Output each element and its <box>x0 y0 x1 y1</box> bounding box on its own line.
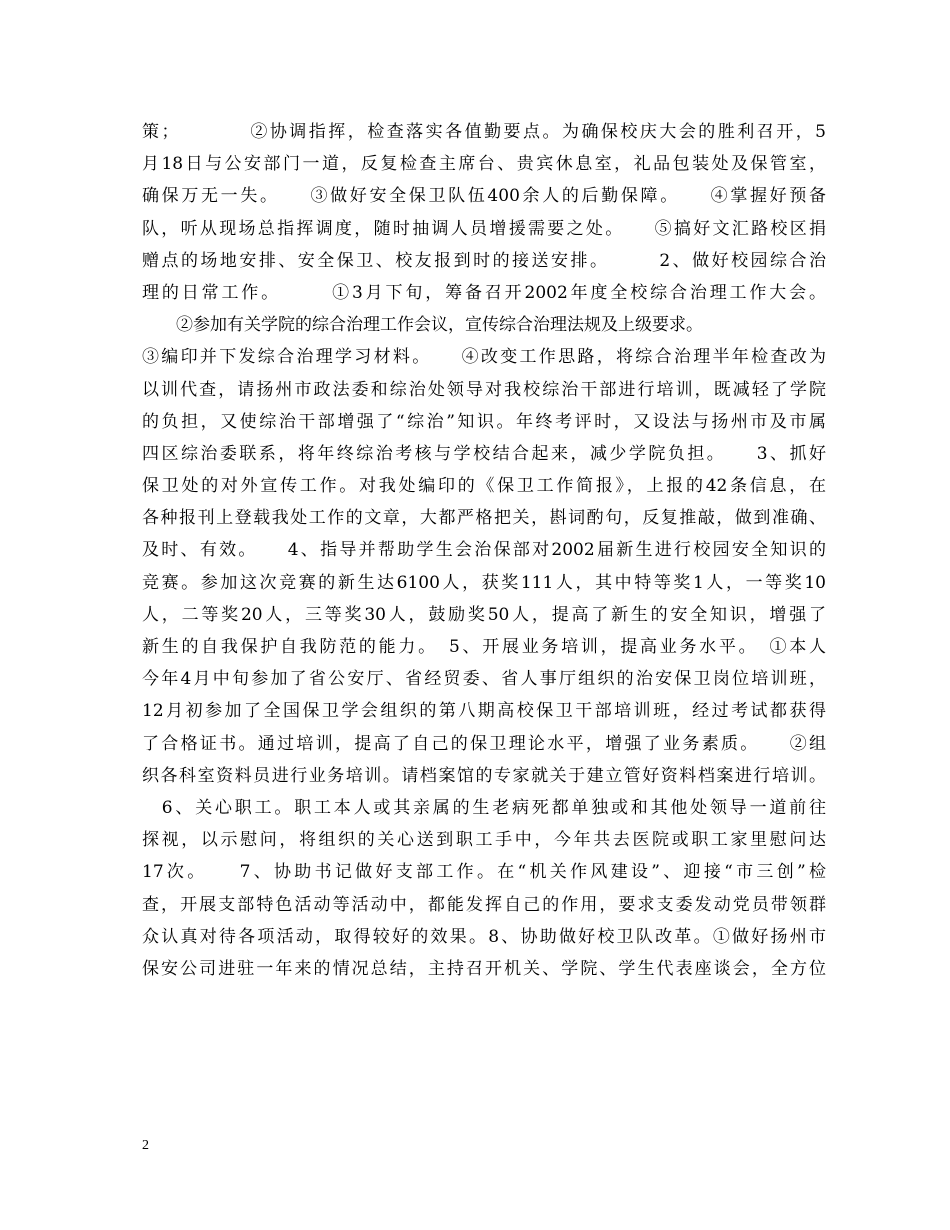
text-line: 策； ②协调指挥，检查落实各值勤要点。为确保校庆大会的胜利召开，5 <box>142 122 826 142</box>
text-line: 了合格证书。通过培训，提高了自己的保卫理论水平，增强了业务素质。 ②组 <box>142 733 826 754</box>
text-line: 探视，以示慰问，将组织的关心送到职工手中，今年共去医院或职工家里慰问达 <box>142 830 826 851</box>
text-line: 众认真对待各项活动，取得较好的效果。8、协助做好校卫队改革。①做好扬州市 <box>142 926 826 947</box>
text-line: 新生的自我保护自我防范的能力。 5、开展业务培训，提高业务水平。 ①本人 <box>142 637 826 657</box>
text-line: 的负担，又使综治干部增强了“综治”知识。年终考评时，又设法与扬州市及市属 <box>142 411 826 432</box>
text-line: 今年4月中旬参加了省公安厅、省经贸委、省人事厅组织的治安保卫岗位培训班， <box>142 669 826 690</box>
text-line: 赠点的场地安排、安全保卫、校友报到时的接送安排。 2、做好校园综合治 <box>142 250 826 271</box>
text-line: 月18日与公安部门一道，反复检查主席台、贵宾休息室，礼品包装处及保管室， <box>142 154 826 175</box>
text-line: 12月初参加了全国保卫学会组织的第八期高校保卫干部培训班，经过考试都获得 <box>142 701 826 722</box>
text-line: 查，开展支部特色活动等活动中，都能发挥自己的作用，要求支委发动党员带领群 <box>142 894 826 915</box>
text-line: 人，二等奖20人，三等奖30人，鼓励奖50人，提高了新生的安全知识，增强了 <box>142 604 826 625</box>
text-line: 织各科室资料员进行业务培训。请档案馆的专家就关于建立管好资料档案进行培训。 <box>142 765 826 786</box>
text-line: 四区综治委联系，将年终综治考核与学校结合起来，减少学院负担。 3、抓好 <box>142 443 826 464</box>
page-number: 2 <box>142 1138 149 1153</box>
text-line: 确保万无一失。 ③做好安全保卫队伍400余人的后勤保障。 ④掌握好预备 <box>142 186 826 207</box>
text-line: 队，听从现场总指挥调度，随时抽调人员增援需要之处。 ⑤搞好文汇路校区捐 <box>142 218 826 239</box>
text-line: 保安公司进驻一年来的情况总结，主持召开机关、学院、学生代表座谈会，全方位 <box>142 958 826 979</box>
text-line: 各种报刊上登载我处工作的文章，大都严格把关，斟词酌句，反复推敲，做到准确、 <box>142 508 826 529</box>
text-line: 理的日常工作。 ①3月下旬，筹备召开2002年度全校综合治理工作大会。 <box>142 282 826 303</box>
text-line: ②参加有关学院的综合治理工作会议，宣传综合治理法规及上级要求。 <box>142 315 703 336</box>
text-line: 保卫处的对外宣传工作。对我处编印的《保卫工作简报》，上报的42条信息，在 <box>142 476 826 497</box>
text-line: 竞赛。参加这次竞赛的新生达6100人，获奖111人，其中特等奖1人，一等奖10 <box>142 572 826 593</box>
text-line: 6、关心职工。职工本人或其亲属的生老病死都单独或和其他处领导一道前往 <box>142 797 826 818</box>
text-line: ③编印并下发综合治理学习材料。 ④改变工作思路，将综合治理半年检查改为 <box>142 347 826 368</box>
text-line: 以训代查，请扬州市政法委和综治处领导对我校综治干部进行培训，既减轻了学院 <box>142 379 826 400</box>
text-line: 17次。 7、协助书记做好支部工作。在“机关作风建设”、迎接“市三创”检 <box>142 862 826 883</box>
body-text <box>142 116 826 985</box>
text-line: 及时、有效。 4、指导并帮助学生会治保部对2002届新生进行校园安全知识的 <box>142 540 826 561</box>
